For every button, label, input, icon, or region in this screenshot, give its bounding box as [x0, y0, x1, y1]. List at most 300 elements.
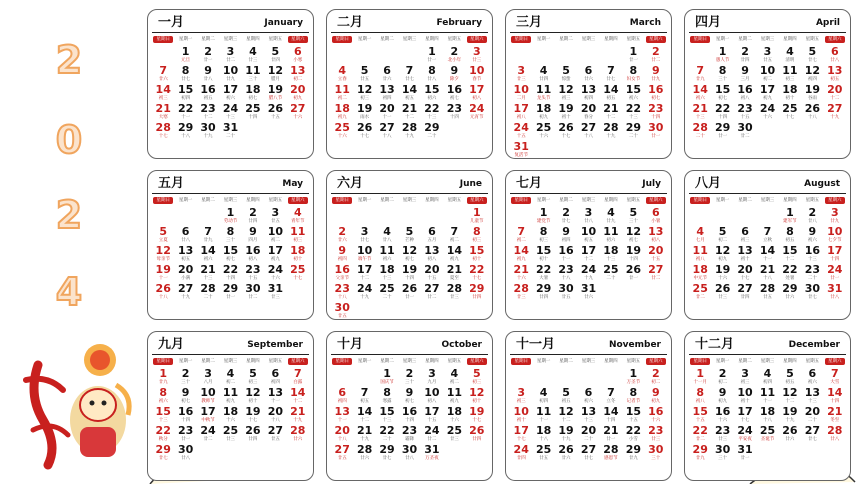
day-number: 18: [782, 83, 798, 96]
day-number: 28: [446, 282, 462, 295]
day-number: 3: [830, 206, 839, 219]
day-cell: [510, 103, 532, 122]
day-number: 27: [737, 282, 753, 295]
day-grid: [510, 46, 667, 159]
day-cell: [264, 226, 286, 245]
day-cell: [555, 207, 577, 226]
day-cell: [689, 245, 711, 264]
lunar-label: 十二: [606, 115, 616, 120]
day-cell: [600, 425, 622, 444]
day-cell: [711, 387, 733, 406]
day-cell: [622, 245, 644, 264]
lunar-label: 十七: [740, 418, 750, 423]
day-number: 4: [249, 45, 257, 58]
day-number: 11: [603, 225, 619, 238]
day-number: 7: [204, 225, 212, 238]
lunar-label: 初十: [472, 399, 482, 404]
lunar-label: 廿七: [807, 295, 817, 300]
lunar-label: 初三: [360, 96, 370, 101]
day-number: 24: [424, 424, 440, 437]
lunar-label: 十二: [785, 399, 795, 404]
day-number: 14: [827, 386, 843, 399]
lunar-label: 初四: [762, 380, 772, 385]
day-cell: [353, 444, 375, 463]
day-number: 22: [625, 102, 641, 115]
day-cell: [398, 264, 420, 283]
day-cell: [443, 245, 465, 264]
lunar-label: 十八: [181, 134, 191, 139]
day-cell: [376, 103, 398, 122]
lunar-label: 廿三: [472, 58, 482, 63]
day-number: 25: [603, 263, 619, 276]
weekday-label: 星期五: [447, 198, 462, 203]
month-name-zh: 六月: [337, 176, 364, 191]
lunar-label: 廿六: [583, 295, 593, 300]
weekday-label: 星期四: [246, 198, 260, 203]
weekday-label: 星期日: [511, 358, 531, 365]
day-number: 17: [356, 263, 373, 276]
day-number: 1: [181, 45, 190, 58]
month-name-en: February: [436, 18, 482, 28]
weekday-label: 星期一: [715, 198, 730, 203]
empty-cell: [353, 46, 375, 65]
day-number: 10: [759, 64, 776, 77]
lunar-label: 廿八: [203, 77, 213, 82]
day-number: 16: [648, 83, 664, 96]
day-cell: [779, 245, 801, 264]
lunar-label: 廿五: [337, 314, 347, 319]
lunar-label: 十七: [561, 134, 571, 139]
day-number: 12: [558, 405, 574, 418]
lunar-label: 初十: [472, 257, 482, 262]
lunar-label: 十三: [807, 399, 817, 404]
day-cell: [577, 207, 599, 226]
weekday-header: [689, 358, 846, 365]
day-cell: [398, 103, 420, 122]
weekday-label: 星期日: [153, 36, 173, 43]
day-cell: [734, 65, 756, 84]
day-cell: [376, 387, 398, 406]
day-cell: [734, 46, 756, 65]
lunar-label: 初二: [516, 238, 526, 243]
weekday-label: 星期一: [178, 37, 193, 42]
day-cell: [577, 406, 599, 425]
weekday-label: 星期六: [467, 197, 487, 204]
lunar-label: 二十: [382, 437, 392, 442]
lunar-label: 廿六: [382, 77, 392, 82]
day-cell: [645, 103, 667, 122]
day-cell: [555, 84, 577, 103]
day-cell: [510, 387, 532, 406]
lunar-label: 廿一: [404, 295, 414, 300]
day-number: 26: [469, 424, 485, 437]
day-number: 10: [424, 386, 440, 399]
lunar-label: 廿一: [651, 134, 661, 139]
lunar-label: 初六: [583, 399, 593, 404]
day-cell: [287, 406, 309, 425]
lunar-label: 十四: [830, 257, 840, 262]
day-number: 1: [428, 45, 436, 58]
day-cell: [756, 84, 778, 103]
weekday-header: [331, 36, 488, 43]
day-cell: [510, 444, 532, 463]
day-cell: [645, 406, 667, 425]
lunar-label: 廿四: [248, 437, 258, 442]
day-cell: [287, 207, 309, 226]
day-number: 20: [737, 263, 753, 276]
day-number: 13: [290, 64, 306, 77]
day-cell: [331, 226, 353, 245]
weekday-label: 星期四: [425, 37, 439, 42]
empty-cell: [152, 207, 174, 226]
day-number: 27: [580, 443, 597, 456]
month-header: [689, 10, 846, 33]
day-cell: [242, 425, 264, 444]
lunar-label: 十八: [583, 134, 593, 139]
empty-cell: [510, 368, 532, 387]
day-number: 18: [222, 405, 239, 418]
day-cell: [689, 425, 711, 444]
lunar-label: 廿三: [449, 437, 459, 442]
day-cell: [510, 65, 532, 84]
lunar-label: 初五: [404, 96, 414, 101]
day-number: 18: [290, 244, 306, 257]
day-number: 5: [718, 225, 727, 238]
lunar-label: 五月: [427, 238, 437, 243]
day-cell: [532, 387, 554, 406]
weekday-label: 星期二: [201, 359, 215, 364]
day-number: 11: [379, 244, 395, 257]
day-cell: [287, 387, 309, 406]
day-cell: [331, 84, 353, 103]
weekday-label: 星期五: [626, 37, 641, 42]
day-cell: [689, 283, 711, 302]
lunar-label: 初十: [516, 418, 526, 423]
weekday-label: 星期二: [738, 198, 752, 203]
day-cell: [466, 283, 488, 302]
day-number: 3: [428, 367, 436, 380]
day-number: 12: [245, 386, 261, 399]
lunar-label: 白露: [293, 380, 303, 385]
day-cell: [779, 46, 801, 65]
day-cell: [376, 425, 398, 444]
day-cell: [711, 65, 733, 84]
day-number: 17: [827, 244, 843, 257]
day-number: 28: [155, 121, 171, 134]
weekday-label: 星期一: [536, 359, 551, 364]
lunar-label: 初九: [516, 257, 526, 262]
day-number: 31: [222, 121, 239, 134]
empty-cell: [353, 368, 375, 387]
day-number: 20: [379, 102, 395, 115]
weekday-label: 星期四: [783, 37, 797, 42]
lunar-label: 春分: [583, 115, 593, 120]
day-cell: [756, 368, 778, 387]
lunar-label: 十七: [472, 418, 482, 423]
day-number: 17: [580, 244, 597, 257]
lunar-label: 廿四: [539, 77, 549, 82]
day-number: 9: [562, 225, 570, 238]
day-number: 2: [204, 45, 212, 58]
day-number: 4: [226, 367, 235, 380]
day-number: 31: [580, 282, 597, 295]
day-number: 17: [222, 83, 239, 96]
day-number: 25: [692, 282, 708, 295]
lunar-label: 十五: [628, 418, 638, 423]
day-cell: [532, 283, 554, 302]
day-cell: [622, 207, 644, 226]
day-cell: [197, 65, 219, 84]
lunar-label: 十七: [360, 134, 370, 139]
lunar-label: 龙头节: [536, 96, 551, 101]
day-number: 27: [290, 102, 306, 115]
day-cell: [555, 264, 577, 283]
day-number: 15: [535, 244, 552, 257]
lunar-label: 记者节: [626, 399, 641, 404]
empty-cell: [376, 46, 398, 65]
lunar-label: 廿五: [539, 456, 549, 461]
lunar-label: 元旦: [181, 58, 191, 63]
day-cell: [331, 245, 353, 264]
lunar-label: 十六: [293, 115, 303, 120]
lunar-label: 廿七: [561, 219, 571, 224]
weekday-label: 星期六: [288, 358, 308, 365]
lunar-label: 二十: [807, 276, 817, 281]
day-cell: [756, 226, 778, 245]
day-cell: [600, 84, 622, 103]
lunar-label: 廿二: [740, 134, 750, 139]
day-grid: [331, 46, 488, 141]
day-cell: [443, 84, 465, 103]
day-number: 18: [334, 102, 350, 115]
day-cell: [376, 406, 398, 425]
lunar-label: 十七: [158, 134, 168, 139]
lunar-label: 初九: [293, 96, 303, 101]
lunar-label: 十三: [225, 115, 235, 120]
lunar-label: 愚人节: [715, 58, 730, 63]
day-cell: [734, 264, 756, 283]
day-number: 24: [222, 102, 239, 115]
day-number: 10: [827, 225, 843, 238]
day-cell: [622, 65, 644, 84]
lunar-label: 廿四: [740, 58, 750, 63]
lunar-label: 廿九: [695, 456, 705, 461]
lunar-label: 十四: [651, 115, 661, 120]
lunar-label: 初三: [516, 399, 526, 404]
day-cell: [622, 425, 644, 444]
day-cell: [734, 425, 756, 444]
day-cell: [555, 444, 577, 463]
day-number: 4: [539, 64, 548, 77]
day-number: 11: [759, 386, 776, 399]
lunar-label: 初三: [158, 96, 168, 101]
lunar-label: 廿二: [695, 437, 705, 442]
lunar-label: 初六: [628, 96, 638, 101]
day-number: 27: [334, 443, 350, 456]
day-cell: [801, 46, 823, 65]
lunar-label: 十九: [583, 276, 593, 281]
year-digit: 2: [55, 38, 83, 82]
lunar-label: 十七: [472, 276, 482, 281]
day-cell: [711, 46, 733, 65]
lunar-label: 初五: [785, 238, 795, 243]
day-number: 24: [356, 282, 373, 295]
day-number: 28: [290, 424, 306, 437]
lunar-label: 初二: [337, 96, 347, 101]
day-number: 14: [759, 244, 776, 257]
lunar-label: 十九: [203, 134, 213, 139]
day-cell: [398, 65, 420, 84]
day-number: 5: [562, 386, 570, 399]
empty-cell: [711, 207, 733, 226]
lunar-label: 廿五: [337, 456, 347, 461]
lunar-label: 廿三: [225, 437, 235, 442]
lunar-label: 初十: [539, 257, 549, 262]
day-number: 15: [469, 244, 485, 257]
day-cell: [532, 425, 554, 444]
day-cell: [645, 444, 667, 463]
month-name-en: September: [247, 340, 303, 350]
day-cell: [779, 84, 801, 103]
lunar-label: 廿六: [158, 77, 168, 82]
lunar-label: 建党节: [536, 219, 551, 224]
lunar-label: 大雪: [830, 380, 840, 385]
lunar-label: 十一: [158, 276, 168, 281]
empty-cell: [689, 207, 711, 226]
lunar-label: 三十: [628, 219, 638, 224]
day-number: 5: [808, 45, 817, 58]
day-number: 23: [334, 282, 350, 295]
day-cell: [242, 283, 264, 302]
weekday-label: 星期五: [626, 198, 641, 203]
day-number: 10: [356, 244, 373, 257]
day-number: 6: [741, 225, 749, 238]
day-cell: [443, 46, 465, 65]
lunar-label: 廿四: [270, 58, 280, 63]
lunar-label: 廿八: [427, 77, 437, 82]
day-cell: [219, 283, 241, 302]
weekday-label: 星期一: [715, 37, 730, 42]
day-cell: [466, 387, 488, 406]
weekday-label: 星期五: [268, 359, 283, 364]
day-cell: [824, 283, 846, 302]
day-cell: [577, 245, 599, 264]
day-cell: [197, 425, 219, 444]
day-number: 2: [450, 45, 459, 58]
lunar-label: 十四: [628, 257, 638, 262]
lunar-label: 廿三: [449, 295, 459, 300]
day-cell: [353, 387, 375, 406]
weekday-label: 星期日: [332, 36, 352, 43]
lunar-label: 十一: [382, 115, 392, 120]
weekday-label: 星期三: [402, 359, 417, 364]
day-number: 20: [290, 83, 306, 96]
day-number: 9: [808, 225, 817, 238]
day-cell: [242, 264, 264, 283]
day-number: 30: [558, 282, 574, 295]
lunar-label: 廿三: [516, 295, 526, 300]
day-number: 30: [200, 121, 216, 134]
weekday-header: [331, 358, 488, 365]
month-name-en: March: [629, 18, 661, 28]
day-cell: [824, 245, 846, 264]
weekday-header: [510, 197, 667, 204]
day-cell: [734, 226, 756, 245]
day-number: 29: [692, 443, 708, 456]
month-card: [684, 170, 851, 320]
month-name-en: July: [642, 179, 661, 189]
day-number: 1: [383, 367, 391, 380]
day-cell: [219, 226, 241, 245]
empty-cell: [577, 368, 599, 387]
weekday-label: 星期四: [425, 359, 439, 364]
lunar-label: 廿六: [561, 456, 571, 461]
weekday-label: 星期四: [246, 37, 260, 42]
day-cell: [824, 387, 846, 406]
day-cell: [197, 387, 219, 406]
day-cell: [353, 406, 375, 425]
day-cell: [466, 46, 488, 65]
day-cell: [197, 103, 219, 122]
lunar-label: 二十: [695, 134, 705, 139]
weekday-label: 星期一: [715, 359, 730, 364]
day-number: 29: [782, 282, 798, 295]
day-number: 16: [200, 83, 216, 96]
lunar-label: 十五: [695, 418, 705, 423]
day-number: 13: [827, 64, 843, 77]
day-number: 12: [155, 244, 171, 257]
lunar-label: 十九: [830, 115, 840, 120]
lunar-label: 三十: [651, 456, 661, 461]
lunar-label: 初六: [158, 399, 168, 404]
day-cell: [152, 406, 174, 425]
lunar-label: 大暑: [539, 276, 549, 281]
day-number: 16: [558, 244, 574, 257]
day-number: 24: [469, 102, 485, 115]
day-cell: [577, 387, 599, 406]
day-cell: [174, 46, 196, 65]
day-number: 28: [692, 121, 708, 134]
empty-cell: [398, 207, 420, 226]
lunar-label: 万圣夜: [425, 456, 439, 461]
day-number: 30: [714, 443, 731, 456]
day-number: 26: [625, 263, 641, 276]
day-number: 16: [804, 244, 820, 257]
day-number: 14: [155, 83, 171, 96]
day-number: 10: [200, 386, 216, 399]
day-number: 4: [383, 225, 391, 238]
day-cell: [331, 302, 353, 320]
day-cell: [824, 46, 846, 65]
day-number: 5: [629, 206, 638, 219]
day-cell: [711, 264, 733, 283]
lunar-label: 十七: [293, 276, 303, 281]
day-number: 8: [428, 64, 436, 77]
day-number: 9: [405, 386, 414, 399]
day-cell: [443, 425, 465, 444]
lunar-label: 小雪: [628, 437, 638, 442]
day-cell: [264, 264, 286, 283]
day-cell: [600, 226, 622, 245]
day-cell: [287, 103, 309, 122]
day-number: 29: [424, 121, 440, 134]
lunar-label: 十四: [404, 276, 414, 281]
day-cell: [734, 283, 756, 302]
weekday-label: 星期三: [223, 37, 238, 42]
weekday-label: 星期二: [201, 198, 215, 203]
day-number: 15: [714, 83, 731, 96]
day-number: 13: [267, 386, 283, 399]
